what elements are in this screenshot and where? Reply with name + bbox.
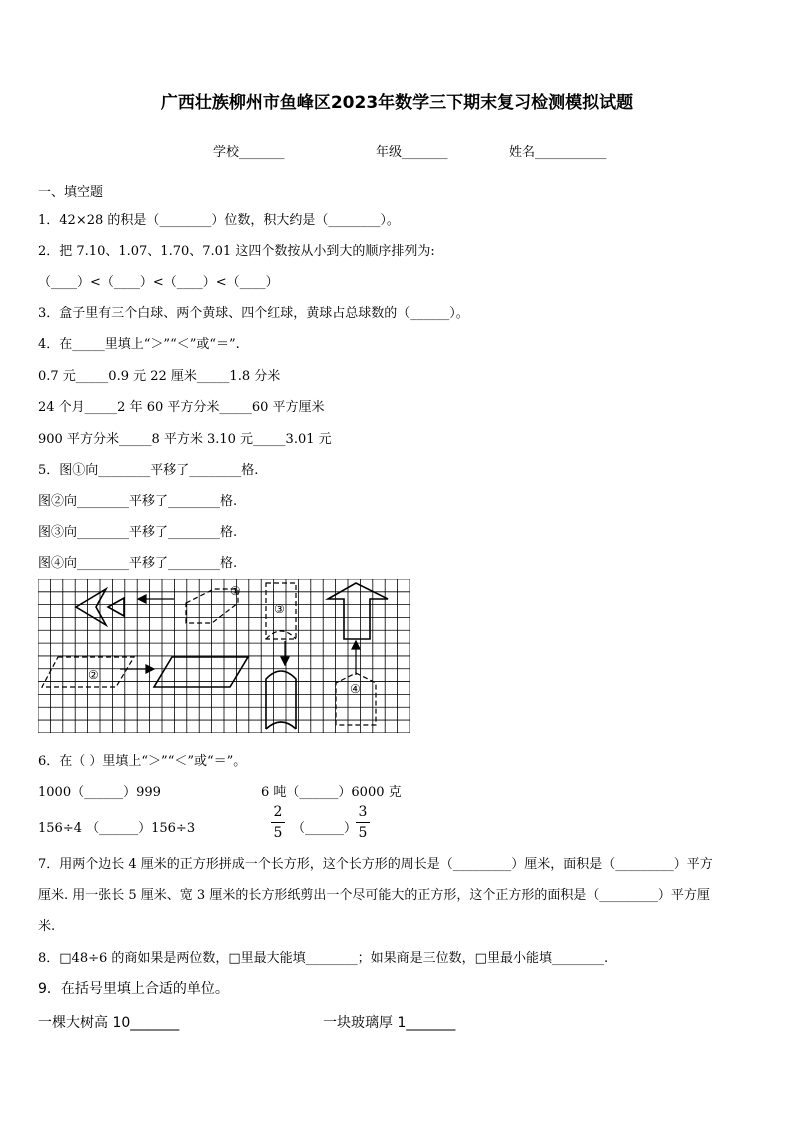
section-heading-fill-blank: 一、填空题 (38, 185, 104, 200)
movement-arrow-down (281, 641, 289, 665)
question-5-row-4: 图④向________平移了________格. (38, 556, 238, 571)
question-1: 1．42×28 的积是（________）位数，积大约是（________）。 (38, 213, 400, 228)
figure-1-label: ① (230, 584, 241, 598)
question-6: 6．在（ ）里填上“＞”“＜”或“＝”。 (38, 754, 247, 769)
question-3: 3．盒子里有三个白球、两个黄球、四个红球，黄球占总球数的（______）。 (38, 306, 469, 321)
figure-4-dashed (336, 673, 376, 725)
fraction-bar (356, 822, 370, 823)
school-field[interactable]: 学校_______ (213, 145, 285, 160)
figure-2-label: ② (88, 668, 99, 682)
name-field[interactable]: 姓名___________ (509, 145, 607, 160)
question-6-row-1-right: 6 吨（______）6000 克 (261, 785, 402, 800)
question-2: 2．把 7.10、1.07、1.70、7.01 这四个数按从小到大的顺序排列为: (38, 244, 435, 259)
question-9: 9．在括号里填上合适的单位。 (38, 981, 229, 997)
question-6-row-1-left: 1000（______）999 (38, 785, 161, 800)
question-5-row-3: 图③向________平移了________格. (38, 525, 238, 540)
question-4: 4．在_____里填上“＞”“＜”或“＝”. (38, 337, 240, 352)
fraction-bar (271, 822, 285, 823)
movement-arrow-left (138, 595, 174, 603)
question-4-row-2: 24 个月_____2 年 60 平方分米_____60 平方厘米 (38, 400, 325, 415)
question-4-row-1: 0.7 元_____0.9 元 22 厘米_____1.8 分米 (38, 369, 281, 384)
question-7-line-1: 7．用两个边长 4 厘米的正方形拼成一个长方形，这个长方形的周长是（_________）厘米，面积是（_________）平方 (38, 857, 713, 872)
page-title: 广西壮族柳州市鱼峰区2023年数学三下期末复习检测模拟试题 (160, 93, 634, 113)
fraction-left-denominator: 5 (273, 825, 283, 841)
question-5-row-2: 图②向________平移了________格. (38, 494, 238, 509)
figure-3-label: ③ (274, 602, 285, 616)
question-2-answer-row: （____）<（____）<（____）<（____） (38, 275, 279, 290)
fraction-right (356, 804, 370, 841)
question-9-item-2: 一块玻璃厚 1_______ (323, 1015, 456, 1031)
fraction-left (271, 804, 285, 841)
fraction-right-denominator: 5 (358, 825, 368, 841)
grade-field[interactable]: 年级_______ (376, 145, 448, 160)
fraction-left-numerator: 2 (273, 804, 283, 820)
question-4-row-3: 900 平方分米_____8 平方米 3.10 元_____3.01 元 (38, 432, 332, 447)
question-9-item-1: 一棵大树高 10_______ (38, 1015, 180, 1031)
question-5: 5．图①向________平移了________格. (38, 463, 259, 478)
question-6-row-2-left: 156÷4 （______）156÷3 (38, 821, 196, 836)
fraction-right-numerator: 3 (358, 804, 368, 820)
question-6-row-2-blank: （______） (292, 821, 358, 836)
figure-4-label: ④ (350, 682, 361, 696)
movement-arrow-up (352, 641, 360, 675)
translation-grid-figure (38, 579, 410, 733)
parallelogram-shape (154, 657, 248, 687)
question-8: 8．□48÷6 的商如果是两位数，□里最大能填________；如果商是三位数，□里最小能填________. (38, 951, 609, 966)
question-7-line-3: 米. (38, 919, 56, 934)
question-7-line-2: 厘米. 用一张长 5 厘米、宽 3 厘米的长方形纸剪出一个尽可能大的正方形，这个正方形的面积是（_________）平方厘 (38, 888, 710, 903)
